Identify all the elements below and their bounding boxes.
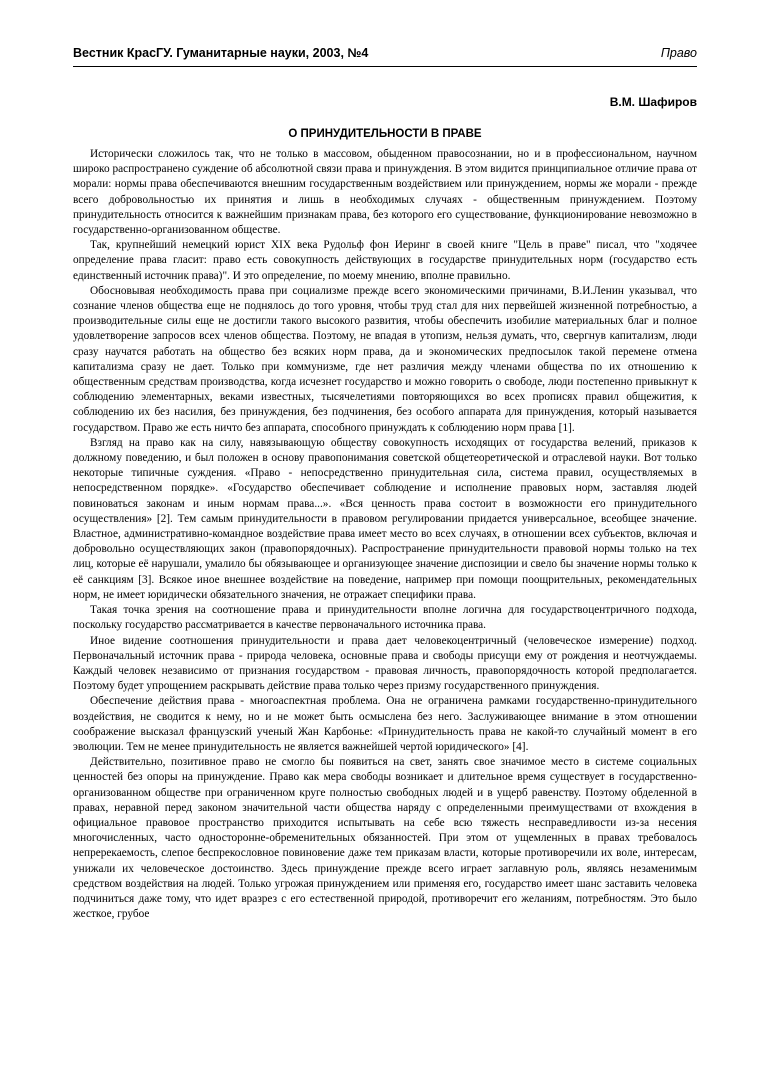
running-header: [73, 44, 697, 66]
paragraph: Обеспечение действия права - многоаспектная проблема. Она не ограничена рамками государственно-принудительного воздействия, не сводится к нему, но и не может быть осмыслена без него. Заслуживающее внимание в этом отношении соображение высказал французский ученый Жан Карбонье: «Принудительность права не какой-то случайный момент в его эволюции. Тем не менее принудительность не является важнейшей чертой юридического» [4].: [73, 695, 697, 753]
paragraph: Так, крупнейший немецкий юрист XIX века Рудольф фон Иеринг в своей книге "Цель в праве" писал, что "ходячее определение права гласит: право есть совокупность действующих в государстве принудительных норм (государство есть единственный источник права)". И это определение, по моему мнению, вполне правильно.: [73, 239, 697, 282]
paragraph: Такая точка зрения на соотношение права и принудительности вполне логична для государствоцентричного подхода, поскольку государство рассматривается в качестве первоначального источника права.: [73, 604, 697, 632]
article-body: [73, 147, 697, 922]
paragraph: Исторически сложилось так, что не только в массовом, обыденном правосознании, но и в профессиональном, научном широко распространено суждение об абсолютной связи права и принуждения. В этом видится принципиальное отличие права от морали: нормы права обеспечиваются внешним государственным воздействием или принуждением, нормы же морали - прежде всего добровольностью их принятия и лишь в необходимых случаях - общественным принуждением. Поэтому принудительность относится к важнейшим признакам права, без которого его существование, функционирование невозможно в государственно-организованном обществе.: [73, 148, 697, 237]
header-rule: [73, 66, 697, 67]
paragraph: Действительно, позитивное право не смогло бы появиться на свет, занять свое значимое место в системе социальных ценностей без опоры на принуждение. Право как мера свободы возникает и длительное время существует в государственно-организованном обществе при ограниченном круге полностью свободных людей и в ущерб равенству. Поэтому обделенной в правах, неравной перед законом значительной части общества наряду с определенными преимуществами от вхождения в официальное правовое пространство приходится испытывать на себе всю тяжесть несправедливости из-за несения многочисленных, часто односторонне-обременительных обязанностей. При этом от ущемленных в правах требовалось непререкаемость, слепое беспрекословное повиновение даже тем приказам власти, которые противоречили их воле, интересам, унижали их человеческое достоинство. Здесь принуждение прежде всего играет заглавную роль, являясь незаменимым средством воздействия на людей. Только угрожая принуждением или применяя его, государство имеет шанс заставить человека подчиниться даже тому, что идет вразрез с его естественной природой, противоречит его желаниям, потребностям. Это было жесткое, грубое: [73, 756, 697, 921]
paragraph: Взгляд на право как на силу, навязывающую обществу совокупность исходящих от государства велений, приказов к должному поведению, и был положен в основу правопонимания советской общетеоретической и отраслевой науки. Вот только некоторые типичные суждения. «Право - непосредственно принудительная сила, система правил, осуществляемых в непосредственном порядке». «Государство обеспечивает соблюдение и исполнение правовых норм, заставляя людей повиноваться законам и иным нормам права...». «Вся ценность права состоит в возможности его принудительного осуществления» [2]. Тем самым принудительности в правовом регулировании придается универсальное, всеобщее значение. Властное, административно-командное воздействие права имеет место во всех случаях, в отношении всех субъектов, включая и добровольно осуществляющих закон (правопорядочных). Распространение принудительности правовой нормы только на тех лиц, которые её нарушали, умалило бы обязывающее и организующее значение диспозиции и свело бы значение нормы только к её санкциям [3]. Всякое иное внешнее воздействие на поведение, например при помощи поощрительных, рекомендательных норм, не имеет юридически обязательного значения, не отражает специфики права.: [73, 436, 697, 601]
article-title: О ПРИНУДИТЕЛЬНОСТИ В ПРАВЕ: [288, 128, 482, 140]
section-name: Право: [660, 46, 697, 60]
journal-title: Вестник КрасГУ. Гуманитарные науки, 2003, №4: [73, 46, 369, 60]
author-name: В.М. Шафиров: [609, 95, 697, 109]
paragraph: Иное видение соотношения принудительности и права дает человекоцентричный (человеческое измерение) подход. Первоначальный источник права - природа человека, основные права и свободы присущи ему от рождения и неотчуждаемы. Каждый человек независимо от признания государством - правовая личность, правопорядочность которой предполагается. Поэтому будет упрощением раскрывать действие права только через призму государственного принуждения.: [73, 634, 697, 693]
paragraph: Обосновывая необходимость права при социализме прежде всего экономическими причинами, В.И.Ленин указывал, что сознание членов общества еще не поднялось до того уровня, чтобы труд стал для них первейшей жизненной потребностью, а производительные силы еще не достигли такого высокого развития, чтобы обеспечить изобилие материальных благ и полное удовлетворение запросов всех членов общества. Поэтому, не впадая в утопизм, нельзя думать, что, свергнув капитализм, люди сразу научатся работать на общество без всяких норм права, да и экономических предпосылок такой перемене отмена капитализма сразу не дает. Только при коммунизме, где нет различия между членами общества по их отношению к общественным средствам производства, когда исчезнет государство и можно говорить о свободе, люди постепенно привыкнут к соблюдению элементарных, веками известных, тысячелетиями повторяющихся во всех прописях правил общежития, к соблюдению их без насилия, без принуждения, без подчинения, без особого аппарата для принуждения, который называется государством. Право же есть ничто без аппарата, способного принуждать к соблюдению норм права [1].: [73, 284, 697, 434]
